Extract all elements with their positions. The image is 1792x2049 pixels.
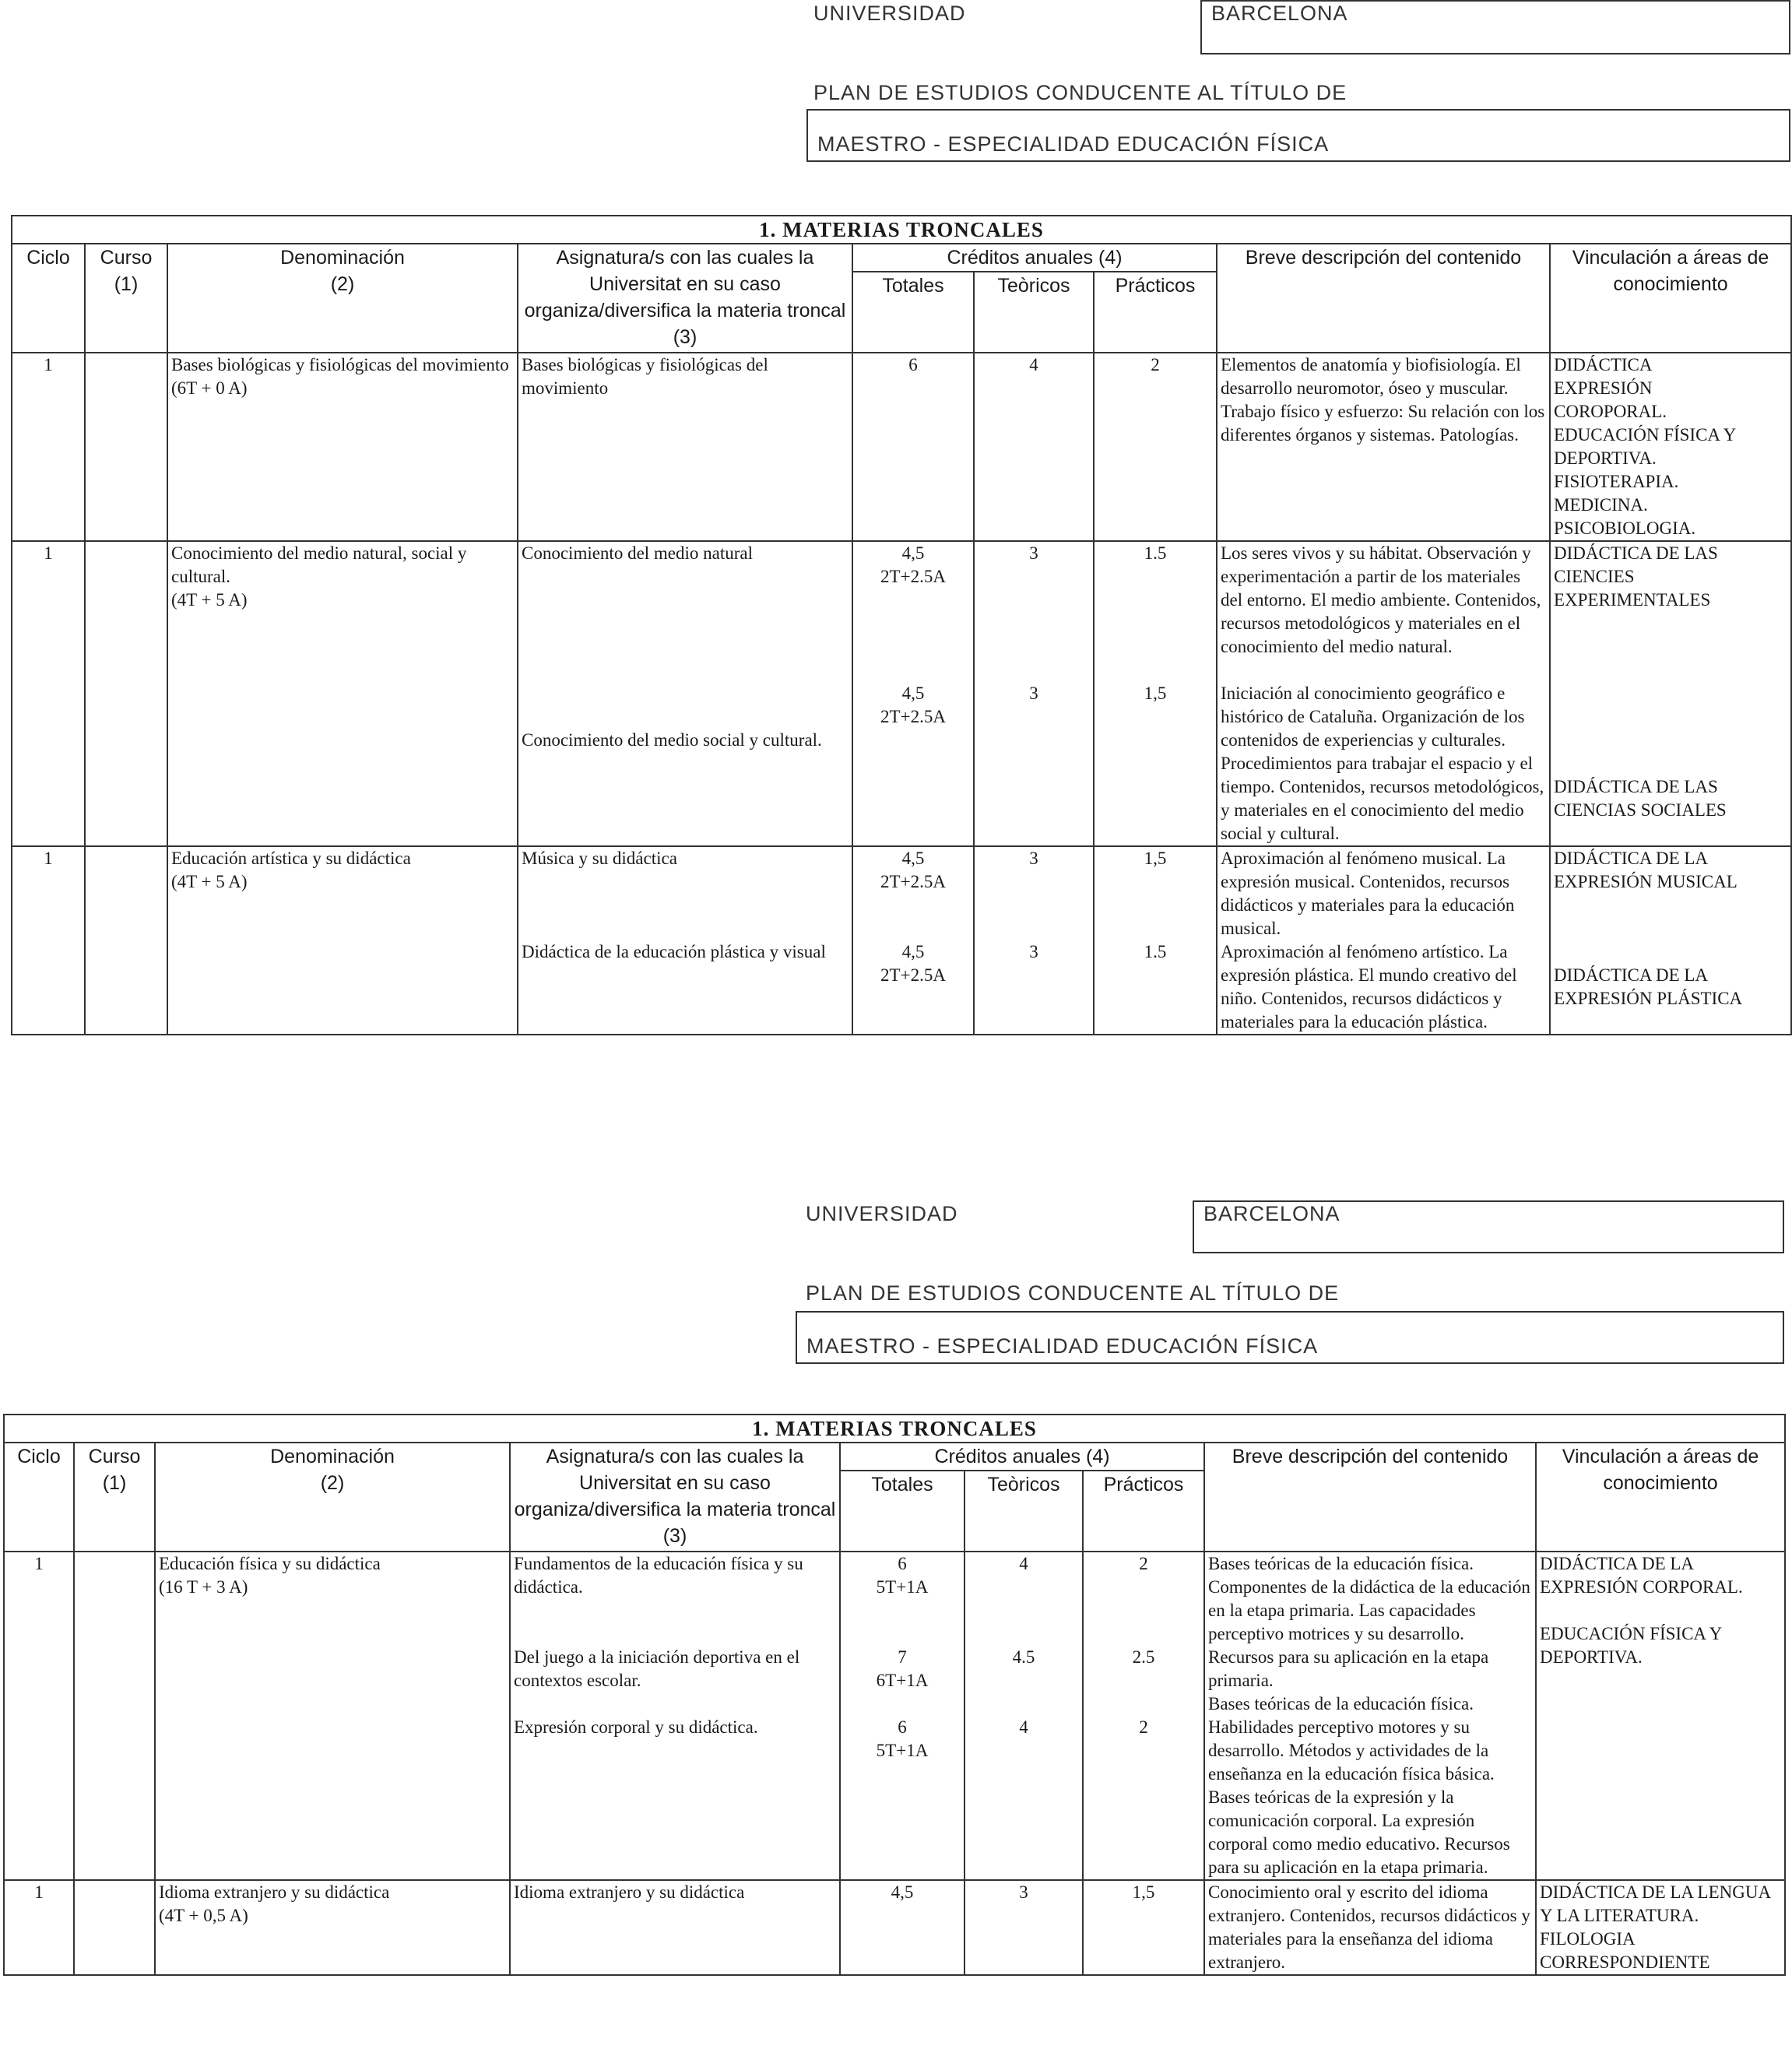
cell-descripcion: Aproximación al fenómeno musical. La expresión musical. Contenidos, recursos didácticos y materiales para la educación musical. Aproximación al fenómeno artístico. La expresión plástica. El mundo creativo del niño. Contenidos, recursos didácticos y materiales para la educación plástica.: [1217, 846, 1550, 1035]
cell-ciclo: 1: [12, 353, 85, 541]
cell-curso: [85, 846, 167, 1035]
cell-denominacion: Idioma extranjero y su didáctica (4T + 0,5 A): [155, 1880, 510, 1975]
header-practicos: Prácticos: [1083, 1471, 1204, 1552]
table-row: [12, 541, 1791, 846]
table-row: [4, 1552, 1785, 1880]
cell-vinculacion: DIDÁCTICA DE LA EXPRESIÓN MUSICAL DIDÁCTICA DE LA EXPRESIÓN PLÁSTICA: [1550, 846, 1791, 1035]
cell-totales: 6 5T+1A 7 6T+1A 6 5T+1A: [840, 1552, 965, 1880]
cell-totales: 4,5: [840, 1880, 965, 1975]
cell-curso: [74, 1552, 155, 1880]
header-practicos: Prácticos: [1094, 272, 1217, 353]
cell-ciclo: 1: [4, 1880, 74, 1975]
table-row: [12, 353, 1791, 541]
plan-box: [796, 1311, 1784, 1364]
cell-asignatura: Idioma extranjero y su didáctica: [510, 1880, 840, 1975]
cell-teoricos: 3 3: [974, 846, 1094, 1035]
cell-vinculacion: DIDÁCTICA DE LA EXPRESIÓN CORPORAL. EDUCACIÓN FÍSICA Y DEPORTIVA.: [1536, 1552, 1785, 1880]
cell-totales: 6: [852, 353, 974, 541]
table-title: 1. MATERIAS TRONCALES: [4, 1415, 1785, 1443]
header-asignatura: Asignatura/s con las cuales la Universitat en su caso organiza/diversifica la materia troncal (3): [518, 244, 852, 353]
header-descripcion: Breve descripción del contenido: [1204, 1443, 1536, 1552]
cell-asignatura: Bases biológicas y fisiológicas del movimiento: [518, 353, 852, 541]
universidad-box: [1200, 0, 1790, 54]
cell-practicos: 2: [1094, 353, 1217, 541]
cell-descripcion: Los seres vivos y su hábitat. Observación y experimentación a partir de los materiales del entorno. El medio ambiente. Contenidos, recursos metodológicos y materiales en el conocimiento del medio natural. Iniciación al conocimiento geográfico e histórico de Cataluña. Organización de los contenidos de experiencias y culturales. Procedimientos para trabajar el espacio y el tiempo. Contenidos, recursos metodológicos, y materiales en el conocimiento del medio social y cultural.: [1217, 541, 1550, 846]
universidad-value: BARCELONA: [1211, 2, 1348, 25]
header-curso: Curso (1): [74, 1443, 155, 1552]
cell-totales: 4,5 2T+2.5A 4,5 2T+2.5A: [852, 846, 974, 1035]
table-title: 1. MATERIAS TRONCALES: [12, 216, 1791, 244]
cell-descripcion: Bases teóricas de la educación física. Componentes de la didáctica de la educación en la etapa primaria. Las capacidades perceptivo motrices y su desarrollo. Recursos para su aplicación en la etapa primaria. Bases teóricas de la educación física. Habilidades perceptivo motores y su desarrollo. Métodos y actividades de la enseñanza en la educación física básica. Bases teóricas de la expresión y la comunicación corporal. La expresión corporal como medio educativo. Recursos para su aplicación en la etapa primaria.: [1204, 1552, 1536, 1880]
cell-vinculacion: DIDÁCTICA DE LA LENGUA Y LA LITERATURA. FILOLOGIA CORRESPONDIENTE: [1536, 1880, 1785, 1975]
header-asignatura: Asignatura/s con las cuales la Universitat en su caso organiza/diversifica la materia troncal (3): [510, 1443, 840, 1552]
header-teoricos: Teòricos: [965, 1471, 1083, 1552]
universidad-value: BARCELONA: [1203, 1202, 1340, 1225]
cell-curso: [74, 1880, 155, 1975]
plan-value: MAESTRO - ESPECIALIDAD EDUCACIÓN FÍSICA: [817, 132, 1330, 156]
cell-denominacion: Educación artística y su didáctica (4T + 5 A): [167, 846, 518, 1035]
header-ciclo: Ciclo: [4, 1443, 74, 1552]
universidad-label: UNIVERSIDAD: [813, 2, 966, 25]
header-totales: Totales: [840, 1471, 965, 1552]
plan-label: PLAN DE ESTUDIOS CONDUCENTE AL TÍTULO DE: [813, 81, 1348, 104]
cell-descripcion: Elementos de anatomía y biofisiología. El desarrollo neuromotor, óseo y muscular. Trabajo físico y esfuerzo: Su relación con los diferentes órganos y sistemas. Patologías.: [1217, 353, 1550, 541]
cell-denominacion: Conocimiento del medio natural, social y cultural. (4T + 5 A): [167, 541, 518, 846]
cell-descripcion: Conocimiento oral y escrito del idioma extranjero. Contenidos, recursos didácticos y materiales para la enseñanza del idioma extranjero.: [1204, 1880, 1536, 1975]
cell-practicos: 1.5 1,5: [1094, 541, 1217, 846]
header-ciclo: Ciclo: [12, 244, 85, 353]
cell-teoricos: 3: [965, 1880, 1083, 1975]
header-totales: Totales: [852, 272, 974, 353]
materias-troncales-table: [11, 215, 1792, 1035]
header-vinculacion: Vinculación a áreas de conocimiento: [1536, 1443, 1785, 1552]
cell-curso: [85, 353, 167, 541]
header-descripcion: Breve descripción del contenido: [1217, 244, 1550, 353]
cell-teoricos: 3 3: [974, 541, 1094, 846]
cell-teoricos: 4 4.5 4: [965, 1552, 1083, 1880]
cell-totales: 4,5 2T+2.5A 4,5 2T+2.5A: [852, 541, 974, 846]
table-row: [12, 846, 1791, 1035]
header-creditos: Créditos anuales (4): [840, 1443, 1204, 1471]
cell-practicos: 1,5: [1083, 1880, 1204, 1975]
cell-denominacion: Educación física y su didáctica (16 T + 3 A): [155, 1552, 510, 1880]
materias-troncales-table: [3, 1414, 1786, 1976]
universidad-box: [1193, 1200, 1784, 1253]
cell-asignatura: Música y su didáctica Didáctica de la educación plástica y visual: [518, 846, 852, 1035]
header-vinculacion: Vinculación a áreas de conocimiento: [1550, 244, 1791, 353]
cell-asignatura: Fundamentos de la educación física y su didáctica. Del juego a la iniciación deportiva en el contextos escolar. Expresión corporal y su didáctica.: [510, 1552, 840, 1880]
cell-practicos: 2 2.5 2: [1083, 1552, 1204, 1880]
cell-vinculacion: DIDÁCTICA EXPRESIÓN COROPORAL. EDUCACIÓN FÍSICA Y DEPORTIVA. FISIOTERAPIA. MEDICINA. PSICOBIOLOGIA.: [1550, 353, 1791, 541]
cell-vinculacion: DIDÁCTICA DE LAS CIENCIES EXPERIMENTALES DIDÁCTICA DE LAS CIENCIAS SOCIALES: [1550, 541, 1791, 846]
header-creditos: Créditos anuales (4): [852, 244, 1217, 272]
cell-asignatura: Conocimiento del medio natural Conocimiento del medio social y cultural.: [518, 541, 852, 846]
cell-teoricos: 4: [974, 353, 1094, 541]
header-denominacion: Denominación (2): [167, 244, 518, 353]
header-curso: Curso (1): [85, 244, 167, 353]
cell-ciclo: 1: [12, 541, 85, 846]
plan-box: [806, 109, 1790, 162]
cell-practicos: 1,5 1.5: [1094, 846, 1217, 1035]
cell-ciclo: 1: [12, 846, 85, 1035]
table-row: [4, 1880, 1785, 1975]
cell-denominacion: Bases biológicas y fisiológicas del movimiento (6T + 0 A): [167, 353, 518, 541]
cell-ciclo: 1: [4, 1552, 74, 1880]
header-denominacion: Denominación (2): [155, 1443, 510, 1552]
cell-curso: [85, 541, 167, 846]
plan-value: MAESTRO - ESPECIALIDAD EDUCACIÓN FÍSICA: [806, 1334, 1319, 1358]
universidad-label: UNIVERSIDAD: [806, 1202, 958, 1225]
header-teoricos: Teòricos: [974, 272, 1094, 353]
plan-label: PLAN DE ESTUDIOS CONDUCENTE AL TÍTULO DE: [806, 1281, 1340, 1305]
